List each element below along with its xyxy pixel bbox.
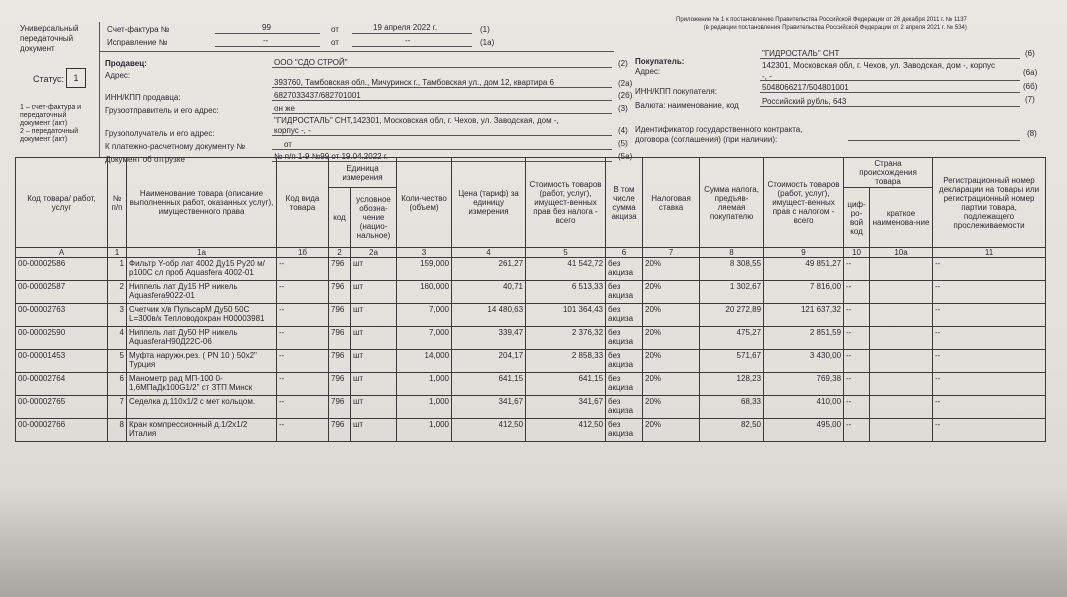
- row-price: 40,71: [452, 281, 526, 304]
- title-line-1: Универсальный: [20, 24, 79, 33]
- row-rate: 20%: [643, 281, 700, 304]
- seller-inn-ref: (2б): [618, 91, 633, 100]
- document-type-title: [20, 24, 79, 54]
- seller-address-ref: (2а): [618, 79, 633, 88]
- header-rate: Налоговая ставка: [643, 158, 700, 248]
- consignee-label: Грузополучатель и его адрес:: [105, 129, 215, 138]
- goods-table: [15, 157, 1046, 442]
- row-name: Фильтр Y-обр лат 4002 Ду15 Ру20 м/р100С сл проб Aquasfera 4002-01: [127, 258, 277, 281]
- contract-label-line-2: договора (соглашения) (при наличии):: [635, 135, 778, 144]
- col-number: 10: [844, 248, 870, 258]
- buyer-address-value-line-1: 142301, Московская обл, г. Чехов, ул. Заводская, дом -, корпус: [762, 61, 995, 70]
- buyer-ref: (6): [1025, 49, 1035, 58]
- row-kind-code: --: [277, 304, 329, 327]
- row-unit-code: 796: [329, 327, 351, 350]
- goods-table-body: [16, 258, 1046, 442]
- row-cost-with-tax: 49 851,27: [764, 258, 844, 281]
- table-row: [16, 373, 1046, 396]
- row-tax-sum: 1 302,67: [700, 281, 764, 304]
- header-cost-with-tax: Стоимость товаров (работ, услуг), имущест-венных прав с налогом - всего: [764, 158, 844, 248]
- appendix-line-1: Приложение № 1 к постановлению Правительства Российской Федерации от 26 декабря 2011 г. № 1137: [676, 17, 967, 23]
- col-number: 6: [606, 248, 643, 258]
- row-unit-name: шт: [351, 304, 397, 327]
- contract-label-line-1: Идентификатор государственного контракта,: [635, 125, 803, 134]
- row-country-name: [870, 258, 933, 281]
- col-number: 10а: [870, 248, 933, 258]
- header-name: Наименование товара (описание выполненных работ, оказанных услуг), имущественного права: [127, 158, 277, 248]
- row-code: 00-00002590: [16, 327, 108, 350]
- col-number: 2: [329, 248, 351, 258]
- row-cost-no-tax: 341,67: [526, 396, 606, 419]
- table-row: [16, 258, 1046, 281]
- row-unit-name: шт: [351, 373, 397, 396]
- table-row: [16, 350, 1046, 373]
- buyer-address-label: Адрес:: [635, 67, 661, 76]
- shipper-ref: (3): [618, 104, 628, 113]
- buyer-inn-label: ИНН/КПП покупателя:: [635, 87, 717, 96]
- title-line-3: документ: [20, 44, 55, 53]
- row-excise: без акциза: [606, 373, 643, 396]
- row-kind-code: --: [277, 281, 329, 304]
- row-number: 5: [108, 350, 127, 373]
- photo-shadow: [0, 487, 1067, 597]
- status-value-box: 1: [66, 68, 86, 88]
- buyer-label: Покупатель:: [635, 57, 685, 66]
- table-row: [16, 304, 1046, 327]
- row-excise: без акциза: [606, 350, 643, 373]
- header-unit-name: условное обозна-чение (нацио-нальное): [351, 188, 397, 248]
- row-excise: без акциза: [606, 281, 643, 304]
- row-cost-with-tax: 2 851,59: [764, 327, 844, 350]
- row-price: 339,47: [452, 327, 526, 350]
- row-rate: 20%: [643, 396, 700, 419]
- table-row: [16, 419, 1046, 442]
- shipment-doc-label: Документ об отгрузке: [105, 155, 185, 164]
- status-note-line: передаточный: [20, 112, 67, 119]
- row-rate: 20%: [643, 350, 700, 373]
- row-country-code: --: [844, 396, 870, 419]
- row-price: 14 480,63: [452, 304, 526, 327]
- row-tax-sum: 128,23: [700, 373, 764, 396]
- row-number: 2: [108, 281, 127, 304]
- row-tax-sum: 571,67: [700, 350, 764, 373]
- header-country-code: циф-ро-вой код: [844, 188, 870, 248]
- col-number: 9: [764, 248, 844, 258]
- invoice-label: Счет-фактура №: [107, 25, 170, 34]
- row-country-code: --: [844, 419, 870, 442]
- col-number: 2а: [351, 248, 397, 258]
- row-code: 00-00002763: [16, 304, 108, 327]
- header-separator: [99, 51, 614, 52]
- row-tax-sum: 82,50: [700, 419, 764, 442]
- row-number: 1: [108, 258, 127, 281]
- row-kind-code: --: [277, 419, 329, 442]
- invoice-ref: (1): [480, 25, 490, 34]
- row-unit-code: 796: [329, 304, 351, 327]
- row-cost-with-tax: 3 430,00: [764, 350, 844, 373]
- seller-value: ООО "СДО СТРОЙ": [274, 58, 348, 67]
- header-qty: Коли-чество (объем): [397, 158, 452, 248]
- col-number: 1: [108, 248, 127, 258]
- row-kind-code: --: [277, 327, 329, 350]
- row-excise: без акциза: [606, 258, 643, 281]
- row-cost-with-tax: 121 637,32: [764, 304, 844, 327]
- row-cost-with-tax: 410,00: [764, 396, 844, 419]
- row-cost-no-tax: 6 513,33: [526, 281, 606, 304]
- row-unit-name: шт: [351, 281, 397, 304]
- row-reg-number: --: [933, 304, 1046, 327]
- row-country-name: [870, 350, 933, 373]
- correction-from: от: [331, 38, 339, 47]
- invoice-number: 99: [262, 23, 271, 32]
- seller-ref: (2): [618, 59, 628, 68]
- row-price: 204,17: [452, 350, 526, 373]
- row-unit-name: шт: [351, 419, 397, 442]
- correction-date: --: [405, 36, 411, 45]
- row-code: 00-00002587: [16, 281, 108, 304]
- header-country-group: Страна происхождения товара: [844, 158, 933, 188]
- row-rate: 20%: [643, 373, 700, 396]
- seller-inn-value: 6827033437/682701001: [274, 91, 361, 100]
- row-number: 4: [108, 327, 127, 350]
- row-number: 6: [108, 373, 127, 396]
- row-unit-code: 796: [329, 281, 351, 304]
- correction-number: --: [263, 36, 269, 45]
- row-qty: 7,000: [397, 327, 452, 350]
- row-reg-number: --: [933, 419, 1046, 442]
- consignee-ref: (4): [618, 126, 628, 135]
- appendix-line-2: (в редакции постановления Правительства Российской Федерации от 2 апреля 2021 г. № 534): [703, 25, 967, 31]
- col-number: 4: [452, 248, 526, 258]
- payment-doc-label: К платежно-расчетному документу №: [105, 142, 246, 151]
- row-name: Счетчик х/в ПульсарМ Ду50 50С L=300в/к Тепловодохран Н00003981: [127, 304, 277, 327]
- payment-doc-ref: (5): [618, 139, 628, 148]
- header-unit-code: код: [329, 188, 351, 248]
- col-number: 5: [526, 248, 606, 258]
- table-row: [16, 396, 1046, 419]
- row-code: 00-00002764: [16, 373, 108, 396]
- row-code: 00-00002766: [16, 419, 108, 442]
- row-cost-no-tax: 641,15: [526, 373, 606, 396]
- consignee-value-line-1: "ГИДРОСТАЛЬ" СНТ,142301, Московская обл, г. Чехов, ул. Заводская, дом -,: [274, 116, 559, 125]
- row-cost-no-tax: 412,50: [526, 419, 606, 442]
- col-number: А: [16, 248, 108, 258]
- row-name: Кран компрессионный д.1/2х1/2 Италия: [127, 419, 277, 442]
- shipment-doc-value: № п/п 1-9 №99 от 19.04.2022 г.: [274, 152, 388, 161]
- status-label: Статус:: [33, 74, 64, 84]
- currency-ref: (7): [1025, 95, 1035, 104]
- row-rate: 20%: [643, 327, 700, 350]
- status-note-line: 1 – счет-фактура и: [20, 104, 82, 111]
- row-name: Ниппель лат Ду50 НР никель AquasferaН90Д22С-06: [127, 327, 277, 350]
- row-name: Манометр рад МП-100 0-1,6МПаДк100G1/2" ст ЗТП Минск: [127, 373, 277, 396]
- row-reg-number: --: [933, 327, 1046, 350]
- row-qty: 1,000: [397, 373, 452, 396]
- buyer-address-ref: (6а): [1023, 68, 1038, 77]
- header-price: Цена (тариф) за единицу измерения: [452, 158, 526, 248]
- row-tax-sum: 68,33: [700, 396, 764, 419]
- row-qty: 160,000: [397, 281, 452, 304]
- row-number: 8: [108, 419, 127, 442]
- correction-ref: (1а): [480, 38, 495, 47]
- buyer-address-value-line-2: -, -: [762, 72, 772, 81]
- row-country-code: --: [844, 281, 870, 304]
- header-no: № п/п: [108, 158, 127, 248]
- seller-label: Продавец:: [105, 59, 147, 68]
- header-unit-group: Единица измерения: [329, 158, 397, 188]
- header-tax-sum: Сумма налога, предъяв-ляемая покупателю: [700, 158, 764, 248]
- row-cost-with-tax: 769,38: [764, 373, 844, 396]
- row-unit-name: шт: [351, 396, 397, 419]
- seller-address-value: 393760, Тамбовская обл., Мичуринск г., Тамбовская ул., дом 12, квартира 6: [274, 78, 554, 87]
- row-tax-sum: 8 308,55: [700, 258, 764, 281]
- col-number: 1б: [277, 248, 329, 258]
- invoice-from: от: [331, 25, 339, 34]
- row-qty: 14,000: [397, 350, 452, 373]
- row-price: 641,15: [452, 373, 526, 396]
- row-code: 00-00001453: [16, 350, 108, 373]
- row-kind-code: --: [277, 396, 329, 419]
- currency-value: Российский рубль, 643: [762, 97, 847, 106]
- row-reg-number: --: [933, 373, 1046, 396]
- row-reg-number: --: [933, 350, 1046, 373]
- row-excise: без акциза: [606, 396, 643, 419]
- col-number: 3: [397, 248, 452, 258]
- buyer-inn-value: 5048066217/504801001: [762, 83, 849, 92]
- row-unit-code: 796: [329, 258, 351, 281]
- row-country-name: [870, 419, 933, 442]
- row-cost-no-tax: 41 542,72: [526, 258, 606, 281]
- row-price: 261,27: [452, 258, 526, 281]
- seller-address-label: Адрес:: [105, 71, 131, 80]
- row-tax-sum: 20 272,89: [700, 304, 764, 327]
- row-cost-no-tax: 101 364,43: [526, 304, 606, 327]
- invoice-date: 19 апреля 2022 г.: [373, 23, 437, 32]
- header-kind-code: Код вида товара: [277, 158, 329, 248]
- goods-table-wrapper: [15, 157, 1045, 487]
- column-numbers-row: [16, 248, 1046, 258]
- row-unit-code: 796: [329, 419, 351, 442]
- row-unit-code: 796: [329, 373, 351, 396]
- appendix-note: [676, 16, 967, 32]
- row-country-code: --: [844, 350, 870, 373]
- col-number: 7: [643, 248, 700, 258]
- row-rate: 20%: [643, 419, 700, 442]
- row-kind-code: --: [277, 350, 329, 373]
- row-excise: без акциза: [606, 327, 643, 350]
- buyer-value: "ГИДРОСТАЛЬ" СНТ: [762, 49, 840, 58]
- row-country-name: [870, 281, 933, 304]
- row-cost-with-tax: 495,00: [764, 419, 844, 442]
- contract-ref: (8): [1027, 129, 1037, 138]
- row-rate: 20%: [643, 258, 700, 281]
- contract-label: [635, 125, 802, 145]
- row-kind-code: --: [277, 258, 329, 281]
- header-excise: В том числе сумма акциза: [606, 158, 643, 248]
- row-name: Седелка д.110х1/2 с мет кольцом.: [127, 396, 277, 419]
- row-name: Муфта наружн.рез. ( PN 10 ) 50х2" Турция: [127, 350, 277, 373]
- row-country-code: --: [844, 373, 870, 396]
- row-qty: 7,000: [397, 304, 452, 327]
- row-excise: без акциза: [606, 304, 643, 327]
- row-name: Ниппель лат Ду15 НР никель Aquasfera9022-01: [127, 281, 277, 304]
- status-note-line: документ (акт): [20, 120, 68, 127]
- row-qty: 159,000: [397, 258, 452, 281]
- consignee-value-line-2: корпус -, -: [274, 126, 311, 135]
- row-price: 341,67: [452, 396, 526, 419]
- row-country-name: [870, 373, 933, 396]
- row-country-code: --: [844, 258, 870, 281]
- row-country-name: [870, 396, 933, 419]
- header-country-name: краткое наименова-ние: [870, 188, 933, 248]
- row-code: 00-00002765: [16, 396, 108, 419]
- header-cost-no-tax: Стоимость товаров (работ, услуг), имущест-венных прав без налога - всего: [526, 158, 606, 248]
- col-number: 8: [700, 248, 764, 258]
- col-number: 1а: [127, 248, 277, 258]
- buyer-inn-ref: (6б): [1023, 82, 1038, 91]
- row-kind-code: --: [277, 373, 329, 396]
- col-number: 11: [933, 248, 1046, 258]
- left-separator: [99, 22, 100, 157]
- row-excise: без акциза: [606, 419, 643, 442]
- row-number: 7: [108, 396, 127, 419]
- currency-label: Валюта: наименование, код: [635, 101, 739, 110]
- status-note-line: 2 – передаточный: [20, 128, 79, 135]
- row-qty: 1,000: [397, 419, 452, 442]
- row-country-code: --: [844, 327, 870, 350]
- seller-inn-label: ИНН/КПП продавца:: [105, 93, 181, 102]
- row-tax-sum: 475,27: [700, 327, 764, 350]
- status-note: [20, 104, 81, 144]
- row-country-code: --: [844, 304, 870, 327]
- row-qty: 1,000: [397, 396, 452, 419]
- row-code: 00-00002586: [16, 258, 108, 281]
- shipper-value: он же: [274, 104, 295, 113]
- table-row: [16, 281, 1046, 304]
- header-reg-number: Регистрационный номер декларации на товары или регистрационный номер партии товара, подлежащего прослеживаемости: [933, 158, 1046, 248]
- row-unit-name: шт: [351, 327, 397, 350]
- shipment-doc-ref: (5а): [618, 152, 633, 161]
- status-note-line: документ (акт): [20, 136, 68, 143]
- row-number: 3: [108, 304, 127, 327]
- row-unit-name: шт: [351, 258, 397, 281]
- shipper-label: Грузоотправитель и его адрес:: [105, 106, 219, 115]
- table-row: [16, 327, 1046, 350]
- row-cost-no-tax: 2 376,32: [526, 327, 606, 350]
- row-unit-code: 796: [329, 350, 351, 373]
- row-unit-code: 796: [329, 396, 351, 419]
- header-code: Код товара/ работ, услуг: [16, 158, 108, 248]
- payment-doc-value: от: [284, 140, 292, 149]
- row-reg-number: --: [933, 258, 1046, 281]
- row-country-name: [870, 304, 933, 327]
- row-country-name: [870, 327, 933, 350]
- row-rate: 20%: [643, 304, 700, 327]
- row-reg-number: --: [933, 396, 1046, 419]
- row-cost-no-tax: 2 858,33: [526, 350, 606, 373]
- row-price: 412,50: [452, 419, 526, 442]
- row-unit-name: шт: [351, 350, 397, 373]
- title-line-2: передаточный: [20, 34, 74, 43]
- row-reg-number: --: [933, 281, 1046, 304]
- row-cost-with-tax: 7 816,00: [764, 281, 844, 304]
- correction-label: Исправление №: [107, 38, 168, 47]
